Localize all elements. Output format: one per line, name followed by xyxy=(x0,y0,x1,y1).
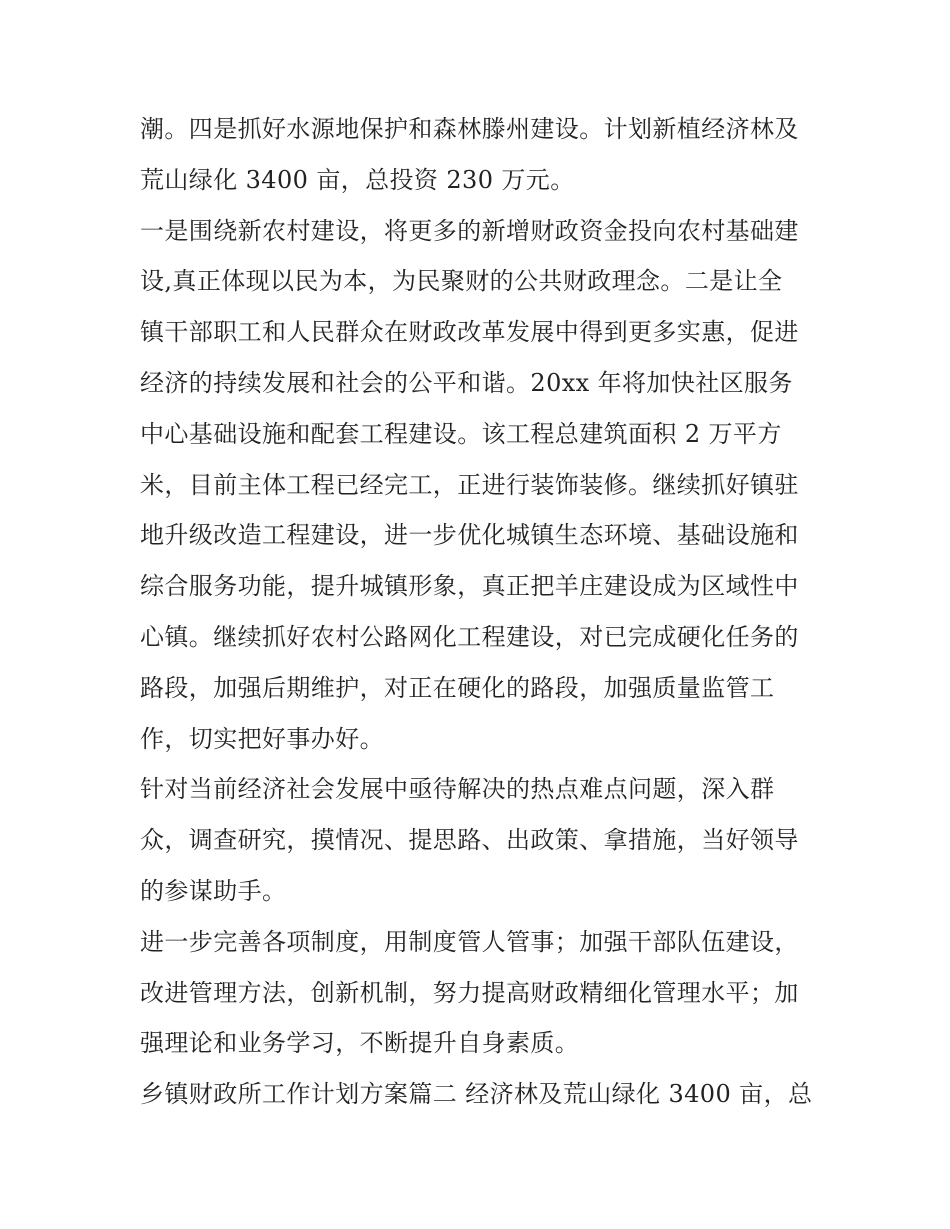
text-line: 一是围绕新农村建设，将更多的新增财政资金投向农村基础建 xyxy=(140,216,799,245)
text-line: 地升级改造工程建设，进一步优化城镇生态环境、基础设施和 xyxy=(140,521,799,550)
text-line: 进一步完善各项制度，用制度管人管事；加强干部队伍建设， xyxy=(140,927,799,956)
text-line: 路段，加强后期维护，对正在硬化的路段，加强质量监管工 xyxy=(140,673,775,702)
text-line: 强理论和业务学习，不断提升自身素质。 xyxy=(140,1029,580,1058)
text-line: 针对当前经济社会发展中亟待解决的热点难点问题，深入群 xyxy=(140,775,775,804)
text-line: 设,真正体现以民为本，为民聚财的公共财政理念。二是让全 xyxy=(140,267,783,296)
text-line: 作，切实把好事办好。 xyxy=(140,724,384,753)
text-line: 经济的持续发展和社会的公平和谐。20xx 年将加快社区服务 xyxy=(140,368,793,397)
document-body xyxy=(140,104,820,1120)
text-line: 米，目前主体工程已经完工，正进行装饰装修。继续抓好镇驻 xyxy=(140,470,799,499)
text-line: 心镇。继续抓好农村公路网化工程建设，对已完成硬化任务的 xyxy=(140,622,799,651)
text-line: 的参谋助手。 xyxy=(140,876,287,905)
text-line: 综合服务功能，提升城镇形象，真正把羊庄建设成为区域性中 xyxy=(140,572,799,601)
text-line: 乡镇财政所工作计划方案篇二 经济林及荒山绿化 3400 亩，总 xyxy=(140,1080,813,1109)
text-line: 潮。四是抓好水源地保护和森林滕州建设。计划新植经济林及 xyxy=(140,115,799,143)
text-line: 荒山绿化 3400 亩，总投资 230 万元。 xyxy=(140,165,575,194)
text-line: 众，调查研究，摸情况、提思路、出政策、拿措施，当好领导 xyxy=(140,826,799,855)
text-line: 中心基础设施和配套工程建设。该工程总建筑面积 2 万平方 xyxy=(140,419,782,448)
text-line: 镇干部职工和人民群众在财政改革发展中得到更多实惠，促进 xyxy=(140,318,799,347)
text-line: 改进管理方法，创新机制，努力提高财政精细化管理水平；加 xyxy=(140,978,799,1007)
